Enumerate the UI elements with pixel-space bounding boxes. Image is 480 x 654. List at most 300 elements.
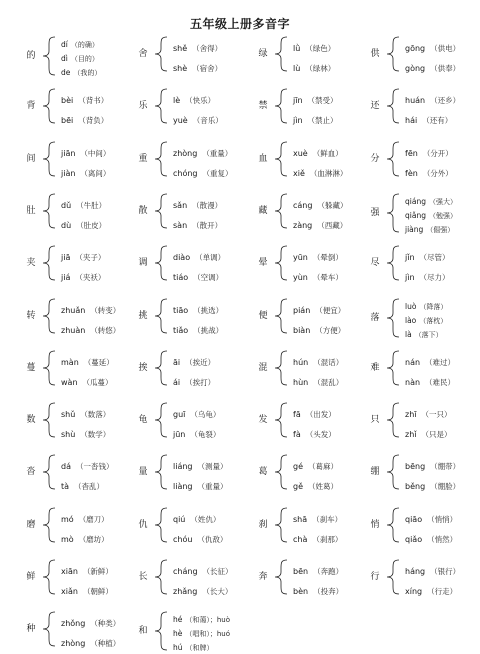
- reading-line: [293, 478, 338, 492]
- example-word: （倔强）: [426, 225, 455, 234]
- example-word: （夹袄）: [75, 273, 106, 283]
- example-word: （散漫）: [192, 200, 223, 210]
- brace-icon: [41, 245, 57, 281]
- reading-line: [405, 374, 455, 388]
- pinyin: gōng: [405, 44, 426, 53]
- pinyin: hái: [405, 116, 418, 126]
- reading-line: [293, 92, 338, 106]
- reading-line: [61, 426, 110, 440]
- polyphone-entry: [136, 245, 250, 281]
- example-word: （空调）: [193, 273, 224, 283]
- polyphone-entry: [136, 141, 250, 177]
- example-word: （快乐）: [185, 96, 216, 106]
- brace-icon: [153, 507, 169, 543]
- polyphone-entry: [136, 88, 250, 124]
- example-word: （葛麻）: [308, 462, 338, 472]
- brace-icon: [41, 350, 57, 386]
- example-word: （长征）: [202, 567, 233, 576]
- pinyin: bēi: [61, 116, 74, 126]
- polyphone-entry: [256, 507, 370, 543]
- pinyin: fà: [293, 430, 301, 440]
- example-word: （杳乱）: [74, 482, 105, 492]
- reading-line: [293, 112, 338, 126]
- example-word: （绷带）: [430, 462, 461, 472]
- example-word: （和蔼）；huò: [185, 616, 231, 625]
- example-word: （朝鲜）: [82, 587, 113, 596]
- pinyin: hú: [173, 643, 183, 653]
- character: 转: [26, 310, 36, 321]
- example-word: （中间）: [80, 148, 111, 158]
- character: 种: [26, 624, 36, 635]
- character: 挨: [138, 362, 148, 373]
- pinyin: qiāo: [405, 514, 423, 524]
- character: 难: [370, 362, 380, 373]
- example-word: （血淋淋）: [309, 168, 348, 178]
- example-word: （分外）: [422, 168, 453, 178]
- example-word: （奔跑）: [313, 567, 344, 576]
- example-word: （银行）: [430, 567, 461, 576]
- example-word: （绷脸）: [430, 482, 461, 492]
- example-word: （行走）: [427, 587, 458, 596]
- example-word: （唱和）；huó: [185, 630, 231, 639]
- pinyin: tiáo: [173, 273, 189, 283]
- polyphone-entry: [256, 245, 370, 281]
- reading-line: [173, 583, 232, 597]
- reading-line: [61, 302, 120, 316]
- reading-line: [405, 406, 452, 420]
- reading-line: [61, 64, 101, 79]
- reading-line: [173, 374, 215, 388]
- character: 散: [138, 205, 148, 216]
- polyphone-entry: [24, 193, 138, 229]
- reading-line: [61, 322, 120, 336]
- pinyin: zhòng: [173, 148, 198, 158]
- polyphone-entry: [368, 298, 480, 338]
- brace-icon: [385, 193, 401, 233]
- pinyin: sǎn: [173, 200, 188, 210]
- reading-line: [405, 583, 457, 597]
- pinyin: qiǎng: [405, 210, 426, 220]
- polyphone-entry: [24, 141, 138, 177]
- reading-line: [293, 60, 335, 74]
- pinyin: qiú: [173, 514, 186, 524]
- example-word: （舍得）: [192, 44, 223, 53]
- reading-line: [173, 40, 222, 54]
- reading-line: [173, 625, 230, 640]
- brace-icon: [153, 88, 169, 124]
- example-word: （供电）: [430, 44, 461, 53]
- pinyin: zàng: [293, 220, 313, 230]
- pinyin: hé: [173, 615, 183, 625]
- pinyin: xíng: [405, 587, 423, 596]
- pinyin: biàn: [293, 325, 311, 335]
- pinyin: xiǎn: [61, 587, 78, 596]
- pinyin: jiān: [61, 148, 76, 158]
- reading-line: [405, 511, 457, 525]
- reading-line: [293, 322, 345, 336]
- reading-line: [405, 563, 460, 577]
- reading-line: [173, 145, 232, 159]
- character: 晕: [258, 258, 268, 269]
- brace-icon: [41, 454, 57, 490]
- brace-icon: [385, 350, 401, 386]
- brace-icon: [273, 298, 289, 334]
- example-word: （尽力）: [419, 273, 450, 283]
- pinyin: mò: [61, 534, 74, 544]
- pinyin: jūn: [173, 430, 186, 440]
- example-word: （晕倒）: [312, 253, 343, 263]
- polyphone-entry: [256, 88, 370, 124]
- example-word: （只是）: [421, 430, 452, 440]
- character: 奔: [258, 572, 268, 582]
- reading-line: [173, 249, 225, 263]
- example-word: （头发）: [305, 430, 336, 440]
- example-word: （磨坊）: [78, 534, 109, 544]
- reading-line: [405, 40, 460, 54]
- reading-line: [405, 207, 457, 222]
- polyphone-entry: [24, 507, 138, 543]
- example-word: （目的）: [70, 55, 99, 63]
- character: 和: [138, 626, 148, 637]
- character: 数: [26, 415, 36, 426]
- example-word: （长大）: [202, 587, 233, 596]
- reading-line: [61, 635, 120, 649]
- character: 分: [370, 153, 380, 164]
- example-word: （乌龟）: [190, 410, 221, 420]
- polyphone-entry: [256, 141, 370, 177]
- polyphone-entry: [256, 454, 370, 490]
- pinyin: zhǒng: [61, 619, 86, 629]
- example-word: （悄然）: [427, 534, 458, 544]
- character: 落: [370, 312, 380, 323]
- pinyin: jìn: [293, 116, 303, 126]
- character: 刹: [258, 519, 268, 530]
- pinyin: gě: [293, 482, 303, 492]
- reading-line: [61, 531, 109, 545]
- pinyin: hùn: [293, 377, 309, 387]
- pinyin: běng: [405, 482, 426, 492]
- reading-line: [293, 217, 347, 231]
- polyphone-entry: [24, 88, 138, 124]
- reading-line: [405, 145, 453, 159]
- example-word: （强大）: [428, 197, 457, 206]
- brace-icon: [273, 402, 289, 438]
- example-word: （禁止）: [307, 116, 338, 126]
- polyphone-entry: [368, 141, 480, 177]
- reading-line: [405, 354, 455, 368]
- example-word: （姓葛）: [308, 482, 338, 492]
- pinyin: yuè: [173, 116, 188, 126]
- pinyin: zhòng: [61, 639, 86, 649]
- polyphone-entry: [136, 507, 250, 543]
- example-word: （种植）: [90, 639, 121, 649]
- brace-icon: [273, 350, 289, 386]
- example-word: （数落）: [80, 410, 111, 420]
- reading-line: [61, 374, 113, 388]
- character: 沓: [26, 467, 36, 478]
- brace-icon: [385, 36, 401, 72]
- pinyin: liàng: [173, 482, 193, 492]
- character: 行: [370, 572, 380, 582]
- pinyin: cáng: [293, 200, 313, 210]
- example-word: （种类）: [90, 619, 121, 629]
- pinyin: yūn: [293, 253, 308, 263]
- character: 发: [258, 415, 268, 426]
- character: 还: [370, 101, 380, 112]
- reading-line: [293, 511, 342, 525]
- example-word: （重复）: [202, 168, 233, 178]
- pinyin: nàn: [405, 377, 421, 387]
- pinyin: dǔ: [61, 200, 72, 210]
- brace-icon: [41, 141, 57, 177]
- polyphone-entry: [256, 298, 370, 334]
- brace-icon: [273, 193, 289, 229]
- brace-icon: [41, 298, 57, 334]
- brace-icon: [153, 559, 169, 595]
- example-word: （肚皮）: [76, 220, 107, 230]
- polyphone-entry: [136, 193, 250, 229]
- polyphone-entry: [256, 402, 370, 438]
- polyphone-entry: [368, 454, 480, 490]
- character: 龟: [138, 415, 148, 426]
- brace-icon: [385, 141, 401, 177]
- brace-icon: [385, 298, 401, 338]
- example-word: （投奔）: [313, 587, 344, 596]
- pinyin: lù: [293, 64, 301, 73]
- pinyin: gé: [293, 462, 303, 472]
- pinyin: liáng: [173, 462, 193, 472]
- pinyin: shù: [61, 430, 76, 440]
- reading-line: [61, 354, 114, 368]
- pinyin: āi: [173, 357, 181, 367]
- character: 强: [370, 207, 380, 218]
- brace-icon: [273, 141, 289, 177]
- reading-line: [61, 249, 105, 263]
- example-word: （宿舍）: [192, 64, 223, 73]
- brace-icon: [273, 507, 289, 543]
- polyphone-entry: [256, 36, 370, 72]
- brace-icon: [273, 88, 289, 124]
- pinyin: nán: [405, 357, 421, 367]
- reading-line: [173, 531, 227, 545]
- page-title: 五年级上册多音字: [189, 17, 290, 31]
- brace-icon: [41, 402, 57, 438]
- polyphone-entry: [24, 454, 138, 490]
- brace-icon: [153, 454, 169, 490]
- pinyin: wàn: [61, 377, 78, 387]
- pinyin: jìn: [405, 273, 415, 283]
- reading-line: [173, 60, 222, 74]
- example-word: （音乐）: [192, 116, 223, 126]
- reading-line: [173, 426, 220, 440]
- example-word: （供奉）: [430, 64, 461, 73]
- reading-line: [405, 249, 450, 263]
- polyphone-entry: [136, 611, 250, 651]
- pinyin: fēn: [405, 148, 418, 158]
- reading-line: [173, 92, 215, 106]
- example-word: （离间）: [80, 168, 111, 178]
- pinyin: fā: [293, 410, 301, 420]
- brace-icon: [153, 36, 169, 72]
- pinyin: yùn: [293, 273, 308, 283]
- brace-icon: [273, 559, 289, 595]
- pinyin: jiá: [61, 273, 71, 283]
- reading-line: [293, 426, 336, 440]
- brace-icon: [273, 245, 289, 281]
- example-word: （落下）: [414, 330, 443, 339]
- reading-line: [61, 92, 108, 106]
- character: 挑: [138, 310, 148, 321]
- polyphone-entry: [24, 402, 138, 438]
- polyphone-entry: [368, 88, 480, 124]
- reading-line: [293, 269, 343, 283]
- example-word: （晕车）: [312, 273, 343, 283]
- reading-line: [405, 112, 452, 126]
- reading-line: [173, 217, 222, 231]
- reading-line: [173, 354, 215, 368]
- polyphone-entry: [368, 402, 480, 438]
- polyphone-entry: [368, 559, 480, 595]
- pinyin: jīn: [293, 96, 303, 106]
- brace-icon: [153, 611, 169, 651]
- example-word: （数学）: [80, 430, 111, 440]
- pinyin: mó: [61, 514, 74, 524]
- reading-line: [405, 165, 453, 179]
- reading-line: [173, 165, 233, 179]
- reading-line: [173, 112, 223, 126]
- brace-icon: [153, 298, 169, 334]
- character: 量: [138, 467, 148, 478]
- example-word: （重量）: [202, 148, 233, 158]
- brace-icon: [153, 141, 169, 177]
- character: 调: [138, 258, 148, 269]
- brace-icon: [385, 245, 401, 281]
- example-word: （出发）: [305, 410, 336, 420]
- example-word: （转变）: [90, 305, 121, 315]
- polyphone-entry: [24, 350, 138, 386]
- reading-line: [173, 197, 222, 211]
- pinyin: dí: [61, 40, 68, 49]
- reading-line: [405, 92, 460, 106]
- reading-line: [61, 406, 110, 420]
- character: 葛: [258, 467, 268, 478]
- pinyin: chà: [293, 534, 308, 544]
- character: 便: [258, 310, 268, 321]
- reading-line: [61, 269, 105, 283]
- reading-line: [405, 326, 443, 341]
- character: 重: [138, 153, 148, 164]
- reading-line: [173, 458, 228, 472]
- pinyin: jiàng: [405, 224, 424, 234]
- pinyin: chóu: [173, 534, 193, 544]
- example-word: （鲜血）: [312, 148, 343, 158]
- pinyin: zhī: [405, 410, 417, 420]
- example-word: （尽管）: [419, 253, 450, 263]
- polyphone-entry: [136, 402, 250, 438]
- polyphone-entry: [136, 350, 250, 386]
- brace-icon: [273, 454, 289, 490]
- polyphone-entry: [24, 611, 138, 647]
- character: 藏: [258, 205, 268, 216]
- example-word: （一沓钱）: [75, 462, 114, 472]
- pinyin: hè: [173, 629, 183, 639]
- reading-line: [293, 563, 343, 577]
- example-word: （挑战）: [193, 325, 224, 335]
- reading-line: [293, 165, 347, 179]
- character: 磨: [26, 519, 36, 530]
- pinyin: dì: [61, 54, 68, 63]
- brace-icon: [41, 559, 57, 595]
- reading-line: [61, 197, 106, 211]
- example-word: （瓜蔓）: [82, 377, 113, 387]
- reading-line: [293, 145, 343, 159]
- pinyin: qiǎo: [405, 534, 423, 544]
- example-word: （挨近）: [185, 357, 216, 367]
- polyphone-entry: [24, 559, 138, 595]
- pinyin: zhǎng: [173, 587, 198, 596]
- brace-icon: [385, 88, 401, 124]
- reading-line: [173, 563, 233, 577]
- reading-line: [293, 354, 343, 368]
- character: 鲜: [26, 572, 36, 582]
- polyphone-entry: [368, 507, 480, 543]
- polyphone-entry: [368, 193, 480, 233]
- example-word: （磨刀）: [78, 514, 109, 524]
- character: 混: [258, 362, 268, 373]
- brace-icon: [273, 36, 289, 72]
- example-word: （便宜）: [315, 305, 346, 315]
- reading-line: [405, 426, 452, 440]
- reading-line: [293, 374, 343, 388]
- pinyin: bēng: [405, 462, 426, 472]
- example-word: （降落）: [419, 302, 448, 311]
- reading-line: [405, 298, 447, 313]
- reading-line: [61, 217, 106, 231]
- brace-icon: [41, 611, 57, 647]
- example-word: （的确）: [70, 41, 99, 49]
- reading-line: [293, 531, 342, 545]
- character: 供: [370, 49, 380, 59]
- reading-line: [405, 269, 450, 283]
- reading-line: [173, 406, 220, 420]
- example-word: （一只）: [421, 410, 452, 420]
- polyphone-entry: [24, 245, 138, 281]
- reading-line: [405, 458, 460, 472]
- pinyin: de: [61, 68, 71, 77]
- pinyin: là: [405, 329, 412, 339]
- pinyin: zhǐ: [405, 430, 417, 440]
- character: 绷: [370, 467, 380, 478]
- character: 舍: [138, 49, 148, 59]
- reading-line: [293, 583, 343, 597]
- example-word: （难民）: [425, 377, 456, 387]
- polyphone-entry: [24, 298, 138, 334]
- pinyin: gòng: [405, 64, 426, 73]
- pinyin: tà: [61, 482, 70, 492]
- brace-icon: [385, 454, 401, 490]
- polyphone-entry: [24, 36, 138, 76]
- brace-icon: [41, 36, 57, 76]
- polyphone-entry: [136, 559, 250, 595]
- example-word: （绿色）: [305, 44, 336, 53]
- pinyin: háng: [405, 567, 426, 576]
- example-word: （龟裂）: [190, 430, 221, 440]
- example-word: （还乡）: [430, 96, 461, 106]
- pinyin: pián: [293, 305, 311, 315]
- character: 乐: [138, 101, 148, 112]
- polyphone-entry: [256, 350, 370, 386]
- reading-line: [293, 249, 343, 263]
